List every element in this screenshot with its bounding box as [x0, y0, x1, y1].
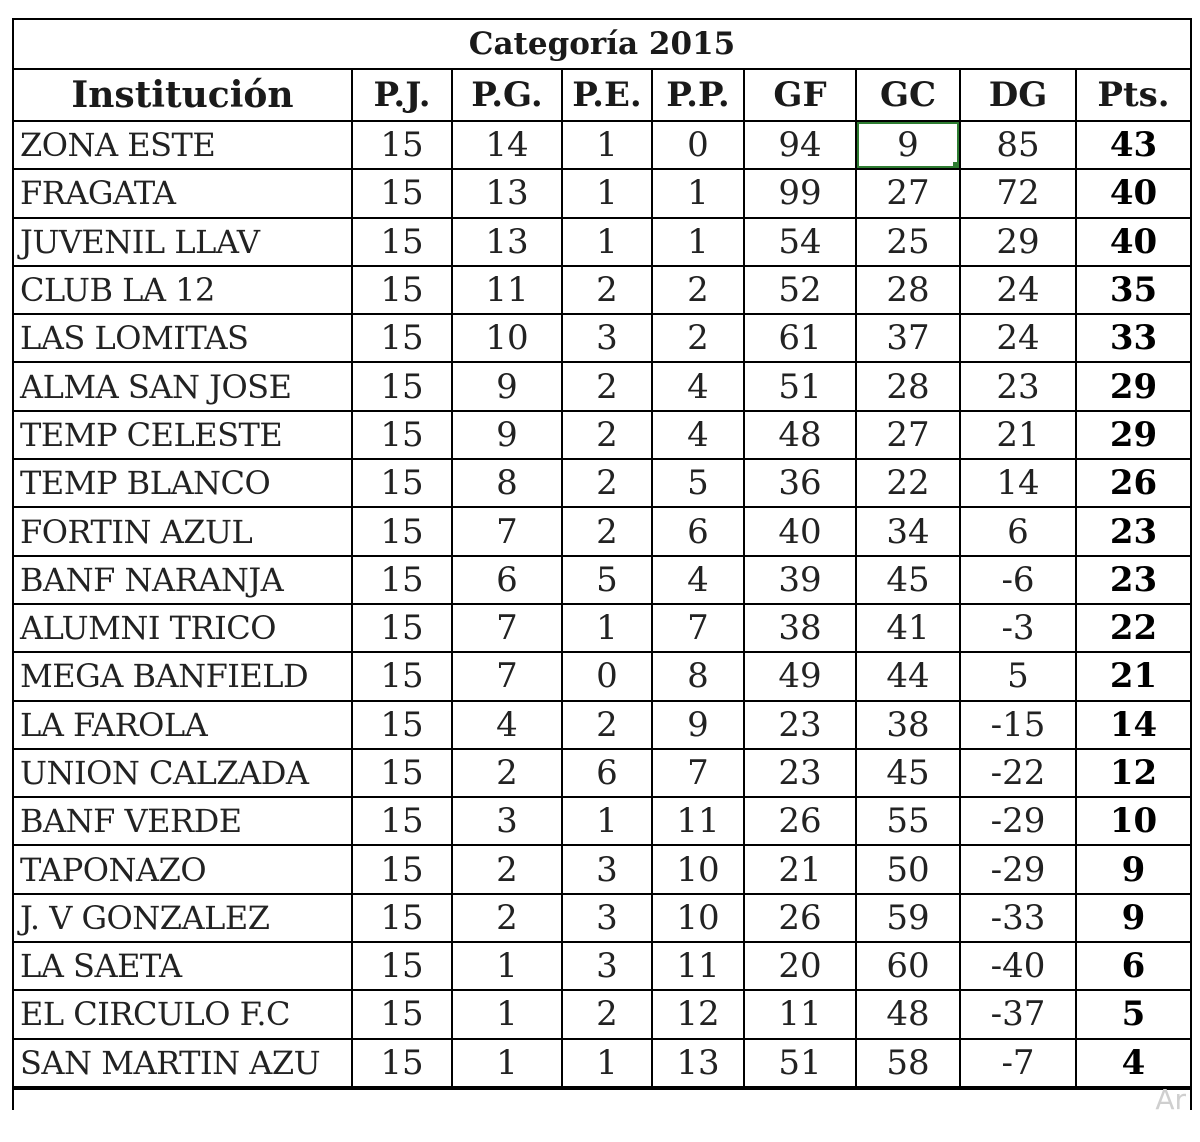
- cell-gc[interactable]: 41: [856, 604, 960, 652]
- cell-pp[interactable]: 8: [652, 652, 744, 700]
- table-row: [14, 894, 1190, 942]
- cell-pj[interactable]: 15: [352, 652, 452, 700]
- cell-pg[interactable]: 2: [452, 894, 562, 942]
- cell-pe[interactable]: 1: [562, 169, 652, 217]
- cell-pe[interactable]: 2: [562, 362, 652, 410]
- cell-pj[interactable]: 15: [352, 459, 452, 507]
- cell-pp[interactable]: 7: [652, 749, 744, 797]
- cell-pg[interactable]: 11: [452, 266, 562, 314]
- cell-pts[interactable]: 33: [1076, 314, 1190, 362]
- table-row: [14, 749, 1190, 797]
- cell-pe[interactable]: 2: [562, 990, 652, 1038]
- cell-pp[interactable]: 4: [652, 556, 744, 604]
- standings-sheet: [12, 18, 1192, 1116]
- cell-pp[interactable]: 1: [652, 218, 744, 266]
- cell-team-name[interactable]: UNION CALZADA: [14, 749, 352, 797]
- cell-gf[interactable]: 39: [744, 556, 856, 604]
- cell-pj[interactable]: 15: [352, 749, 452, 797]
- cell-gf[interactable]: 54: [744, 218, 856, 266]
- cell-pts[interactable]: 23: [1076, 507, 1190, 555]
- cell-team-name[interactable]: LAS LOMITAS: [14, 314, 352, 362]
- cell-dg[interactable]: 24: [960, 314, 1076, 362]
- table-row: [14, 121, 1190, 169]
- table-row: [14, 797, 1190, 845]
- cell-pts[interactable]: 23: [1076, 556, 1190, 604]
- cell-pj[interactable]: 15: [352, 314, 452, 362]
- header-gf[interactable]: GF: [744, 70, 856, 121]
- cell-dg[interactable]: -29: [960, 797, 1076, 845]
- cell-pg[interactable]: 7: [452, 604, 562, 652]
- table-row: [14, 990, 1190, 1038]
- cell-pts[interactable]: 9: [1076, 845, 1190, 893]
- header-institucion[interactable]: Institución: [14, 70, 352, 121]
- cell-pg[interactable]: 9: [452, 411, 562, 459]
- cell-dg[interactable]: 85: [960, 121, 1076, 169]
- cell-pe[interactable]: 1: [562, 604, 652, 652]
- cell-pp[interactable]: 6: [652, 507, 744, 555]
- cell-dg[interactable]: 24: [960, 266, 1076, 314]
- cell-dg[interactable]: 72: [960, 169, 1076, 217]
- cell-pts[interactable]: 35: [1076, 266, 1190, 314]
- cell-dg[interactable]: 23: [960, 362, 1076, 410]
- cell-dg[interactable]: -15: [960, 701, 1076, 749]
- cell-pp[interactable]: 5: [652, 459, 744, 507]
- cell-pj[interactable]: 15: [352, 1039, 452, 1087]
- cell-pg[interactable]: 1: [452, 942, 562, 990]
- table-row: [14, 314, 1190, 362]
- cell-pe[interactable]: 1: [562, 218, 652, 266]
- cell-pp[interactable]: 4: [652, 362, 744, 410]
- cell-dg[interactable]: 21: [960, 411, 1076, 459]
- cell-team-name[interactable]: ALUMNI TRICO: [14, 604, 352, 652]
- header-pj[interactable]: P.J.: [352, 70, 452, 121]
- header-pts[interactable]: Pts.: [1076, 70, 1190, 121]
- cell-gc[interactable]: 58: [856, 1039, 960, 1087]
- cell-pg[interactable]: 9: [452, 362, 562, 410]
- cell-team-name[interactable]: FRAGATA: [14, 169, 352, 217]
- table-row: [14, 652, 1190, 700]
- cell-gc[interactable]: 27: [856, 169, 960, 217]
- table-row: [14, 942, 1190, 990]
- table-row: [14, 507, 1190, 555]
- cell-pe[interactable]: 3: [562, 894, 652, 942]
- cell-dg[interactable]: -7: [960, 1039, 1076, 1087]
- cell-pj[interactable]: 15: [352, 218, 452, 266]
- cell-pj[interactable]: 15: [352, 169, 452, 217]
- cell-pj[interactable]: 15: [352, 845, 452, 893]
- cell-pe[interactable]: 2: [562, 459, 652, 507]
- cell-dg[interactable]: -22: [960, 749, 1076, 797]
- standings-table: [14, 70, 1190, 1088]
- cell-gf[interactable]: 20: [744, 942, 856, 990]
- cell-gf[interactable]: 51: [744, 362, 856, 410]
- table-row: [14, 1039, 1190, 1087]
- cell-gf[interactable]: 49: [744, 652, 856, 700]
- cell-dg[interactable]: -40: [960, 942, 1076, 990]
- table-row: [14, 218, 1190, 266]
- cell-gc[interactable]: 48: [856, 990, 960, 1038]
- cell-pts[interactable]: 26: [1076, 459, 1190, 507]
- sheet-title: Categoría 2015: [14, 20, 1190, 70]
- cell-pts[interactable]: 4: [1076, 1039, 1190, 1087]
- cell-pe[interactable]: 3: [562, 942, 652, 990]
- cell-gc[interactable]: 55: [856, 797, 960, 845]
- cell-team-name[interactable]: EL CIRCULO F.C: [14, 990, 352, 1038]
- cell-pts[interactable]: 6: [1076, 942, 1190, 990]
- cell-gf[interactable]: 40: [744, 507, 856, 555]
- cell-team-name[interactable]: ALMA SAN JOSE: [14, 362, 352, 410]
- cell-dg[interactable]: 29: [960, 218, 1076, 266]
- cell-gc[interactable]: 60: [856, 942, 960, 990]
- cell-gf[interactable]: 21: [744, 845, 856, 893]
- cell-pj[interactable]: 15: [352, 701, 452, 749]
- watermark: Ar: [1155, 1082, 1186, 1116]
- cell-team-name[interactable]: J. V GONZALEZ: [14, 894, 352, 942]
- cell-pg[interactable]: 7: [452, 507, 562, 555]
- cell-gc[interactable]: 44: [856, 652, 960, 700]
- table-row: [14, 701, 1190, 749]
- header-row: [14, 70, 1190, 121]
- header-pe[interactable]: P.E.: [562, 70, 652, 121]
- cell-pts[interactable]: 40: [1076, 169, 1190, 217]
- cell-pp[interactable]: 11: [652, 797, 744, 845]
- cell-team-name[interactable]: SAN MARTIN AZU: [14, 1039, 352, 1087]
- cell-pg[interactable]: 1: [452, 1039, 562, 1087]
- cell-pg[interactable]: 2: [452, 749, 562, 797]
- cell-pe[interactable]: 1: [562, 797, 652, 845]
- cell-team-name[interactable]: FORTIN AZUL: [14, 507, 352, 555]
- cell-pe[interactable]: 3: [562, 845, 652, 893]
- table-row: [14, 266, 1190, 314]
- cell-pg[interactable]: 6: [452, 556, 562, 604]
- header-dg[interactable]: DG: [960, 70, 1076, 121]
- cell-gc[interactable]: 9: [856, 121, 960, 169]
- cell-pg[interactable]: 7: [452, 652, 562, 700]
- cell-team-name[interactable]: MEGA BANFIELD: [14, 652, 352, 700]
- cell-pj[interactable]: 15: [352, 894, 452, 942]
- cell-pj[interactable]: 15: [352, 604, 452, 652]
- cell-pts[interactable]: 9: [1076, 894, 1190, 942]
- fill-handle[interactable]: [953, 162, 959, 168]
- cell-gf[interactable]: 38: [744, 604, 856, 652]
- cell-pts[interactable]: 40: [1076, 218, 1190, 266]
- cell-pe[interactable]: 1: [562, 121, 652, 169]
- cell-pts[interactable]: 29: [1076, 411, 1190, 459]
- cell-pp[interactable]: 1: [652, 169, 744, 217]
- cell-gc[interactable]: 38: [856, 701, 960, 749]
- cell-gf[interactable]: 99: [744, 169, 856, 217]
- cell-gc[interactable]: 37: [856, 314, 960, 362]
- cell-dg[interactable]: -33: [960, 894, 1076, 942]
- cell-pp[interactable]: 4: [652, 411, 744, 459]
- cell-pg[interactable]: 4: [452, 701, 562, 749]
- table-row: [14, 556, 1190, 604]
- cell-gf[interactable]: 36: [744, 459, 856, 507]
- cell-gf[interactable]: 51: [744, 1039, 856, 1087]
- cell-pj[interactable]: 15: [352, 942, 452, 990]
- cell-pts[interactable]: 10: [1076, 797, 1190, 845]
- cell-team-name[interactable]: JUVENIL LLAV: [14, 218, 352, 266]
- cell-gc[interactable]: 59: [856, 894, 960, 942]
- cell-pp[interactable]: 2: [652, 314, 744, 362]
- cell-pp[interactable]: 11: [652, 942, 744, 990]
- cell-team-name[interactable]: LA FAROLA: [14, 701, 352, 749]
- cell-team-name[interactable]: TAPONAZO: [14, 845, 352, 893]
- cell-pj[interactable]: 15: [352, 556, 452, 604]
- cell-dg[interactable]: -6: [960, 556, 1076, 604]
- cell-gc[interactable]: 50: [856, 845, 960, 893]
- cell-pg[interactable]: 10: [452, 314, 562, 362]
- cell-pts[interactable]: 21: [1076, 652, 1190, 700]
- cell-pts[interactable]: 29: [1076, 362, 1190, 410]
- cell-pts[interactable]: 43: [1076, 121, 1190, 169]
- cell-pe[interactable]: 2: [562, 507, 652, 555]
- cell-team-name[interactable]: CLUB LA 12: [14, 266, 352, 314]
- cell-gc[interactable]: 45: [856, 556, 960, 604]
- cell-pg[interactable]: 13: [452, 218, 562, 266]
- cell-gf[interactable]: 11: [744, 990, 856, 1038]
- cell-dg[interactable]: 5: [960, 652, 1076, 700]
- cell-pts[interactable]: 22: [1076, 604, 1190, 652]
- cell-pj[interactable]: 15: [352, 507, 452, 555]
- cell-pe[interactable]: 2: [562, 701, 652, 749]
- cell-gf[interactable]: 23: [744, 701, 856, 749]
- table-row: [14, 362, 1190, 410]
- cell-pe[interactable]: 6: [562, 749, 652, 797]
- cell-pj[interactable]: 15: [352, 362, 452, 410]
- cell-gc[interactable]: 25: [856, 218, 960, 266]
- cell-pts[interactable]: 14: [1076, 701, 1190, 749]
- cell-gc[interactable]: 34: [856, 507, 960, 555]
- cell-gf[interactable]: 23: [744, 749, 856, 797]
- cell-team-name[interactable]: BANF NARANJA: [14, 556, 352, 604]
- table-row: [14, 169, 1190, 217]
- cell-pp[interactable]: 12: [652, 990, 744, 1038]
- cell-dg[interactable]: -3: [960, 604, 1076, 652]
- cell-team-name[interactable]: LA SAETA: [14, 942, 352, 990]
- table-body: [14, 121, 1190, 1087]
- cell-dg[interactable]: -37: [960, 990, 1076, 1038]
- cell-team-name[interactable]: TEMP CELESTE: [14, 411, 352, 459]
- cell-gc[interactable]: 28: [856, 362, 960, 410]
- cell-pe[interactable]: 0: [562, 652, 652, 700]
- cell-pts[interactable]: 12: [1076, 749, 1190, 797]
- header-gc[interactable]: GC: [856, 70, 960, 121]
- cell-pg[interactable]: 1: [452, 990, 562, 1038]
- cell-pg[interactable]: 8: [452, 459, 562, 507]
- cell-pj[interactable]: 15: [352, 411, 452, 459]
- cell-pg[interactable]: 13: [452, 169, 562, 217]
- cell-pe[interactable]: 2: [562, 411, 652, 459]
- cell-gf[interactable]: 52: [744, 266, 856, 314]
- cell-pp[interactable]: 9: [652, 701, 744, 749]
- cell-pj[interactable]: 15: [352, 990, 452, 1038]
- cell-pts[interactable]: 5: [1076, 990, 1190, 1038]
- cell-pj[interactable]: 15: [352, 266, 452, 314]
- table-row: [14, 459, 1190, 507]
- cell-pp[interactable]: 10: [652, 894, 744, 942]
- cell-gf[interactable]: 26: [744, 894, 856, 942]
- cell-team-name[interactable]: BANF VERDE: [14, 797, 352, 845]
- cell-dg[interactable]: 14: [960, 459, 1076, 507]
- cell-pp[interactable]: 0: [652, 121, 744, 169]
- cell-pj[interactable]: 15: [352, 121, 452, 169]
- cell-gc[interactable]: 27: [856, 411, 960, 459]
- cell-gf[interactable]: 61: [744, 314, 856, 362]
- table-row: [14, 604, 1190, 652]
- cell-gc[interactable]: 22: [856, 459, 960, 507]
- cell-pp[interactable]: 2: [652, 266, 744, 314]
- cell-gc[interactable]: 28: [856, 266, 960, 314]
- header-pp[interactable]: P.P.: [652, 70, 744, 121]
- cell-pg[interactable]: 3: [452, 797, 562, 845]
- cell-pg[interactable]: 14: [452, 121, 562, 169]
- cell-pe[interactable]: 3: [562, 314, 652, 362]
- next-table-edge: [14, 1082, 1190, 1116]
- cell-pp[interactable]: 7: [652, 604, 744, 652]
- cell-team-name[interactable]: TEMP BLANCO: [14, 459, 352, 507]
- cell-pg[interactable]: 2: [452, 845, 562, 893]
- cell-team-name[interactable]: ZONA ESTE: [14, 121, 352, 169]
- cell-pj[interactable]: 15: [352, 797, 452, 845]
- header-pg[interactable]: P.G.: [452, 70, 562, 121]
- cell-gc[interactable]: 45: [856, 749, 960, 797]
- cell-pe[interactable]: 2: [562, 266, 652, 314]
- cell-pe[interactable]: 5: [562, 556, 652, 604]
- table-row: [14, 845, 1190, 893]
- cell-pp[interactable]: 13: [652, 1039, 744, 1087]
- cell-pe[interactable]: 1: [562, 1039, 652, 1087]
- cell-gf[interactable]: 26: [744, 797, 856, 845]
- cell-dg[interactable]: 6: [960, 507, 1076, 555]
- cell-dg[interactable]: -29: [960, 845, 1076, 893]
- cell-pp[interactable]: 10: [652, 845, 744, 893]
- cell-gf[interactable]: 94: [744, 121, 856, 169]
- table-row: [14, 411, 1190, 459]
- cell-gf[interactable]: 48: [744, 411, 856, 459]
